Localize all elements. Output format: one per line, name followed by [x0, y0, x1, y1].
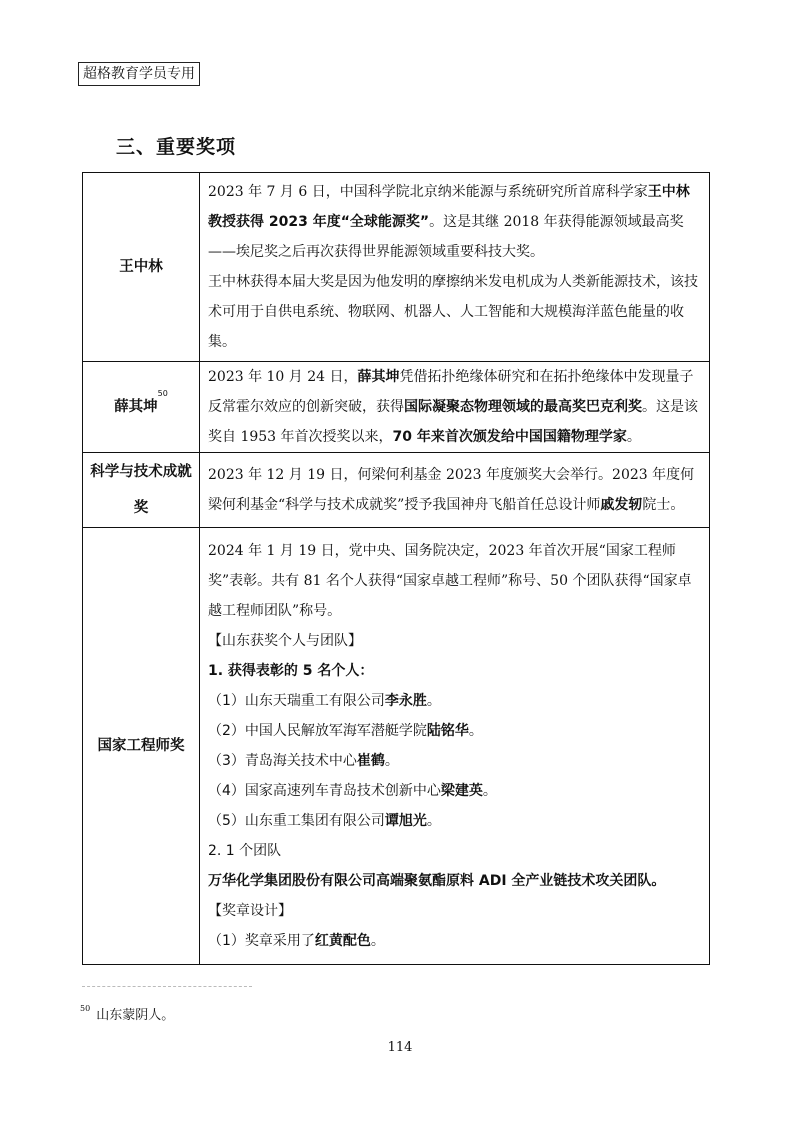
footnote — [80, 1004, 174, 1023]
award-paragraph — [208, 177, 703, 267]
award-name-cell — [83, 453, 200, 528]
body-text: 凭借拓扑绝缘体研究和在拓扑绝缘体中发现量子反常霍尔效应的创新突破，获得 — [208, 369, 694, 415]
body-text: 。 — [426, 693, 441, 709]
award-paragraph — [208, 656, 703, 686]
emphasis-text: 陆铭华 — [426, 723, 469, 739]
award-name-cell — [83, 173, 200, 362]
emphasis-text: 70 年来首次颁发给中国国籍物理学家 — [392, 429, 627, 445]
award-paragraph — [208, 362, 703, 452]
body-text: 。 — [370, 933, 385, 949]
award-paragraph — [208, 806, 703, 836]
footnote-divider — [82, 986, 252, 987]
award-name: 薛其坤 — [114, 399, 158, 415]
award-paragraph — [208, 460, 703, 520]
watermark-label: 超格教育学员专用 — [78, 62, 200, 86]
emphasis-text: 梁建英 — [440, 783, 483, 799]
emphasis-text: 崔鹤 — [356, 753, 385, 769]
body-text: （1）奖章采用了 — [208, 933, 315, 949]
emphasis-text: 戚发轫 — [600, 497, 643, 513]
award-paragraph — [208, 626, 703, 656]
body-text: 。 — [626, 429, 641, 445]
body-text: 。 — [468, 723, 483, 739]
award-name: 王中林 — [119, 259, 163, 275]
body-text: 2023 年 10 月 24 日， — [208, 369, 358, 385]
award-name-cell — [83, 528, 200, 965]
body-text: 院士。 — [642, 497, 685, 513]
body-text: 。这是其继 2018 年获得能源领域最高奖——埃尼奖之后再次获得世界能源领域重要科技大奖。 — [208, 214, 684, 260]
award-description-cell — [200, 528, 710, 965]
emphasis-text: 王中林教授获得 2023 年度“全球能源奖” — [208, 184, 690, 230]
emphasis-text: 万华化学集团股份有限公司高端聚氨酯原料 ADI 全产业链技术攻关团队。 — [208, 873, 666, 889]
award-name-cell — [83, 362, 200, 453]
emphasis-text: 李永胜 — [384, 693, 427, 709]
emphasis-text: 红黄配色 — [314, 933, 371, 949]
award-paragraph — [208, 926, 703, 956]
awards-table — [82, 172, 710, 965]
footnote-ref: 50 — [157, 389, 168, 398]
body-text: （5）山东重工集团有限公司 — [208, 813, 385, 829]
award-paragraph — [208, 267, 703, 357]
award-description-cell — [200, 453, 710, 528]
award-paragraph — [208, 746, 703, 776]
body-text: 【奖章设计】 — [208, 903, 292, 919]
award-description-cell — [200, 362, 710, 453]
award-paragraph — [208, 896, 703, 926]
emphasis-text: 薛其坤 — [357, 369, 400, 385]
body-text: 。 — [482, 783, 497, 799]
body-text: 王中林获得本届大奖是因为他发明的摩擦纳米发电机成为人类新能源技术，该技术可用于自供电系统、物联网、机器人、人工智能和大规模海洋蓝色能量的收集。 — [208, 274, 698, 350]
awards-table-body — [83, 173, 710, 965]
page-number: 114 — [387, 1040, 413, 1055]
body-text: （4）国家高速列车青岛技术创新中心 — [208, 783, 441, 799]
award-paragraph — [208, 686, 703, 716]
award-paragraph — [208, 536, 703, 626]
body-text: 。 — [426, 813, 441, 829]
body-text: 。这是该奖自 1953 年首次授奖以来， — [208, 399, 698, 445]
award-row — [83, 362, 710, 453]
body-text: （3）青岛海关技术中心 — [208, 753, 357, 769]
body-text: 2024 年 1 月 19 日，党中央、国务院决定，2023 年首次开展“国家工程师奖”表彰。共有 81 名个人获得“国家卓越工程师”称号、50 个团队获得“国家卓越工程师团队”称号。 — [208, 543, 692, 619]
award-description-cell — [200, 173, 710, 362]
footnote-number: 50 — [80, 1004, 91, 1013]
award-row — [83, 453, 710, 528]
award-paragraph — [208, 776, 703, 806]
section-title: 三、重要奖项 — [116, 136, 237, 158]
body-text: （1）山东天瑞重工有限公司 — [208, 693, 385, 709]
award-paragraph — [208, 866, 703, 896]
body-text: 2. 1 个团队 — [208, 843, 282, 859]
footnote-text: 山东蒙阴人。 — [96, 1008, 175, 1023]
emphasis-text: 国际凝聚态物理领域的最高奖巴克利奖 — [404, 399, 642, 415]
award-paragraph — [208, 716, 703, 746]
award-paragraph — [208, 836, 703, 866]
body-text: 。 — [384, 753, 399, 769]
award-name: 国家工程师奖 — [97, 738, 185, 754]
award-row — [83, 528, 710, 965]
body-text: （2）中国人民解放军海军潜艇学院 — [208, 723, 427, 739]
award-row — [83, 173, 710, 362]
body-text: 【山东获奖个人与团队】 — [208, 633, 362, 649]
award-name: 科学与技术成就奖 — [90, 464, 192, 516]
emphasis-text: 1. 获得表彰的 5 名个人： — [208, 663, 374, 679]
emphasis-text: 谭旭光 — [384, 813, 427, 829]
body-text: 2023 年 12 月 19 日，何梁何利基金 2023 年度颁奖大会举行。2023 年度何梁何利基金“科学与技术成就奖”授予我国神舟飞船首任总设计师 — [208, 467, 695, 513]
body-text: 2023 年 7 月 6 日，中国科学院北京纳米能源与系统研究所首席科学家 — [208, 184, 648, 200]
